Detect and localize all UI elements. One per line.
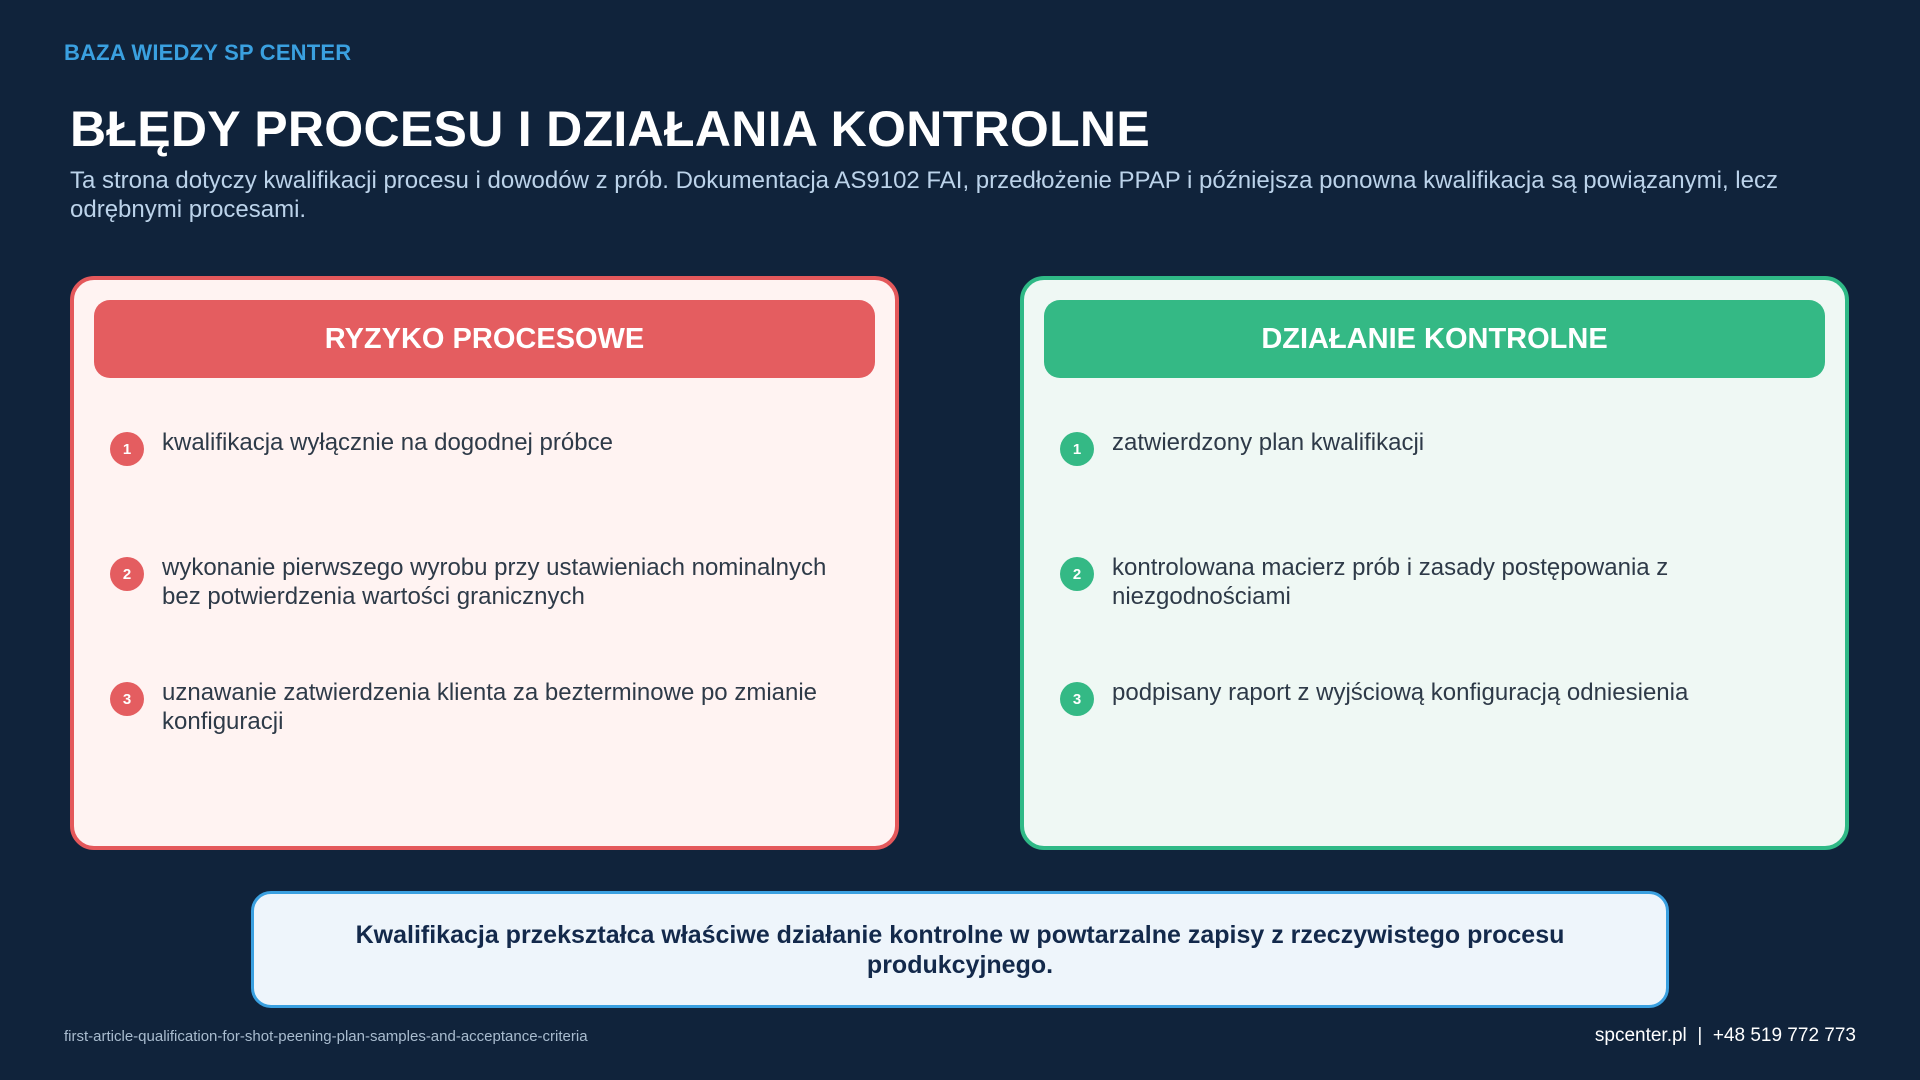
page-title: BŁĘDY PROCESU I DZIAŁANIA KONTROLNE xyxy=(70,101,1150,157)
number-badge: 1 xyxy=(110,432,144,466)
control-item xyxy=(1060,553,1815,611)
number-badge: 3 xyxy=(1060,682,1094,716)
control-card-header: DZIAŁANIE KONTROLNE xyxy=(1044,300,1825,378)
risk-item-text: uznawanie zatwierdzenia klienta za bezterminowe po zmianie konfiguracji xyxy=(162,679,818,735)
brand-label: BAZA WIEDZY SP CENTER xyxy=(64,40,352,65)
risk-item-text: wykonanie pierwszego wyrobu przy ustawieniach nominalnych bez potwierdzenia wartości granicznych xyxy=(162,554,827,610)
control-item-text: kontrolowana macierz prób i zasady postępowania z niezgodnościami xyxy=(1112,554,1669,610)
footer-contact: spcenter.pl | +48 519 772 773 xyxy=(1594,1025,1856,1046)
control-item xyxy=(1060,428,1815,466)
number-badge: 2 xyxy=(110,557,144,591)
control-item-text: podpisany raport z wyjściową konfiguracją odniesienia xyxy=(1112,679,1689,706)
risk-item xyxy=(110,428,865,466)
control-item-text: zatwierdzony plan kwalifikacji xyxy=(1112,429,1425,456)
page-subtitle: Ta strona dotyczy kwalifikacji procesu i dowodów z prób. Dokumentacja AS9102 FAI, przedłożenie PPAP i późniejsza ponowna kwalifikacja są powiązanymi, lecz odrębnymi procesami. xyxy=(70,167,1778,223)
risk-card-header: RYZYKO PROCESOWE xyxy=(94,300,875,378)
risk-item-text: kwalifikacja wyłącznie na dogodnej próbce xyxy=(162,429,613,456)
risk-item xyxy=(110,678,865,736)
risk-card xyxy=(70,276,899,850)
risk-item xyxy=(110,553,865,611)
number-badge: 3 xyxy=(110,682,144,716)
number-badge: 1 xyxy=(1060,432,1094,466)
number-badge: 2 xyxy=(1060,557,1094,591)
footer-slug: first-article-qualification-for-shot-peening-plan-samples-and-acceptance-criteria xyxy=(64,1028,588,1045)
control-item xyxy=(1060,678,1815,716)
summary-callout: Kwalifikacja przekształca właściwe działanie kontrolne w powtarzalne zapisy z rzeczywistego procesu produkcyjnego. xyxy=(251,891,1669,1008)
control-card xyxy=(1020,276,1849,850)
